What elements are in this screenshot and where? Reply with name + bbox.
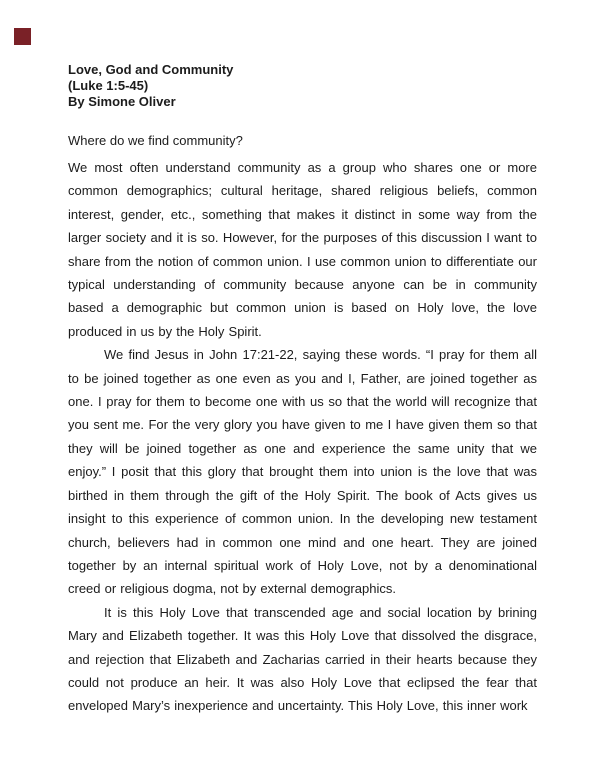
document-page xyxy=(68,62,537,718)
paragraph-2: We find Jesus in John 17:21-22, saying these words. “I pray for them all to be joined together as one even as you and I, Father, are joined together as one. I pray for them to become one with us so that the world will recognize that you sent me. For the very glory you have given to me I have given them so that they will be joined together as one and experience the same unity that we enjoy.” I posit that this glory that brought them into union is the love that was birthed in them through the gift of the Holy Spirit. The book of Acts gives us insight to this experience of common union. In the developing new testament church, believers had in common one mind and one heart. They are joined together by an internal spiritual work of Holy Love, not by a denominational creed or religious dogma, not by external demographics. xyxy=(68,347,537,597)
title-block xyxy=(68,62,537,110)
document-subtitle: (Luke 1:5-45) xyxy=(68,78,149,93)
corner-marker xyxy=(14,28,31,45)
paragraph-3: It is this Holy Love that transcended age and social location by brining Mary and Elizabeth together. It was this Holy Love that dissolved the disgrace, and rejection that Elizabeth and Zacharias carried in their hearts because they could not produce an heir. It was also Holy Love that eclipsed the fear that enveloped Mary’s inexperience and uncertainty. This Holy Love, this inner work xyxy=(68,604,537,714)
opening-question: Where do we find community? xyxy=(68,133,243,148)
document-byline: By Simone Oliver xyxy=(68,94,176,109)
document-title: Love, God and Community xyxy=(68,62,234,77)
paragraph-1: We most often understand community as a group who shares one or more common demographics; cultural heritage, shared religious beliefs, common interest, gender, etc., something that makes it distinct in some way from the larger society and it is so. However, for the purposes of this discussion I want to share from the notion of common union. I use common union to differentiate our typical understanding of community because anyone can be in community based a demographic but common union is based on Holy love, the love produced in us by the Holy Spirit. xyxy=(68,160,537,339)
